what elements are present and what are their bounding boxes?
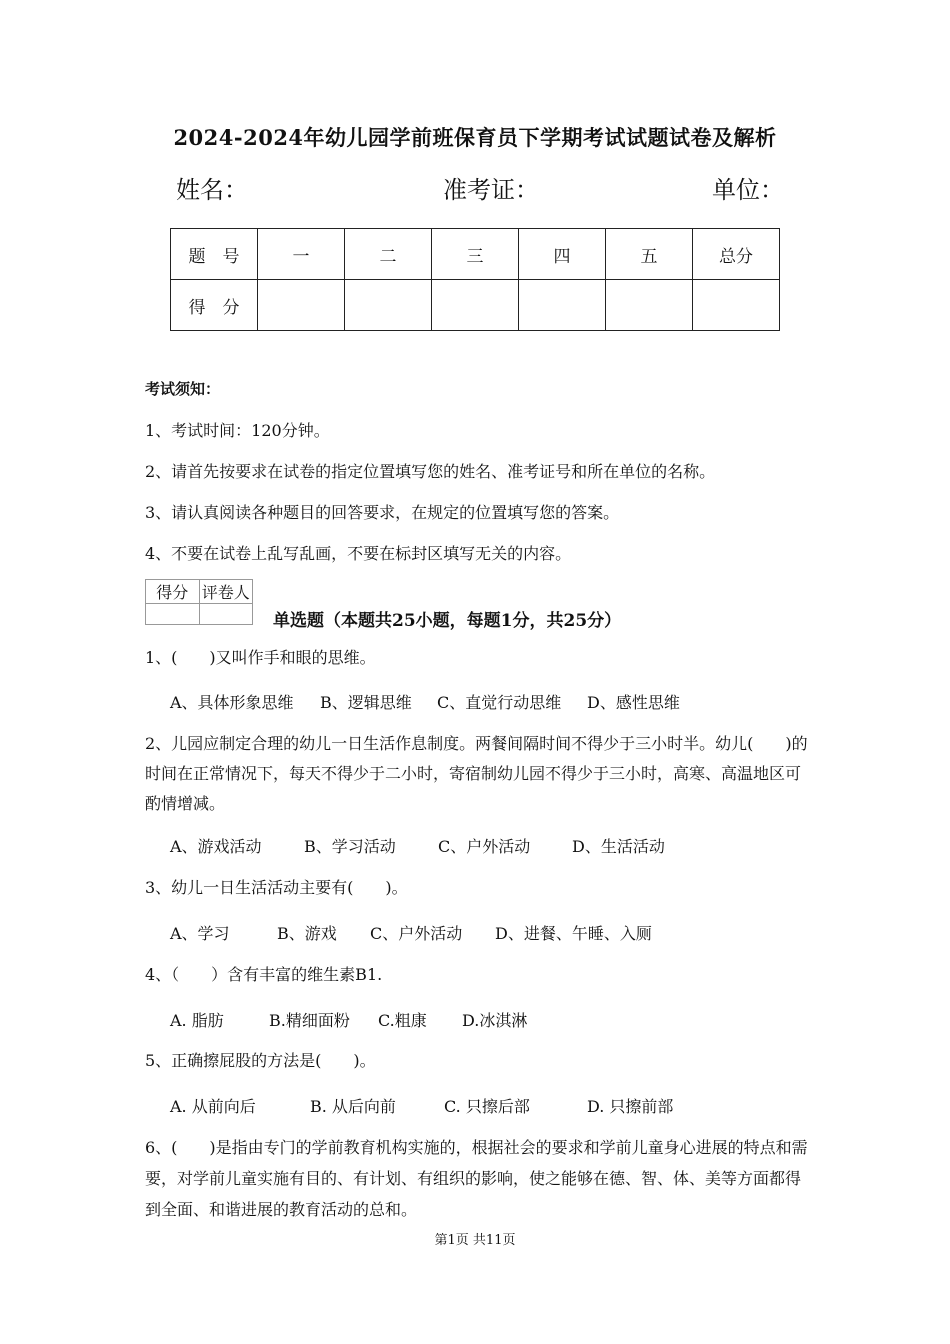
option[interactable]: A、具体形象思维: [170, 693, 294, 712]
notice-item: 3、请认真阅读各种题目的回答要求，在规定的位置填写您的答案。: [145, 503, 620, 522]
option[interactable]: D. 只擦前部: [587, 1097, 674, 1116]
score-cell-header: 题 号: [171, 229, 258, 280]
option[interactable]: C、户外活动: [370, 924, 463, 943]
score-row-label: 得 分: [171, 280, 258, 331]
question-4-options: [170, 1008, 527, 1031]
page-footer: 第1页 共11页: [434, 1233, 516, 1248]
notice-item: 4、不要在试卷上乱写乱画，不要在标封区填写无关的内容。: [145, 544, 572, 563]
notice-item: 2、请首先按要求在试卷的指定位置填写您的姓名、准考证号和所在单位的名称。: [145, 462, 716, 481]
option[interactable]: C. 只擦后部: [444, 1097, 530, 1116]
grader-score-cell[interactable]: [146, 604, 200, 625]
score-cell-header: 三: [432, 229, 519, 280]
score-cell-header: 二: [345, 229, 432, 280]
question-5-options: [170, 1094, 673, 1117]
grader-label: 评卷人: [199, 580, 253, 604]
score-entry-cell[interactable]: [345, 280, 432, 331]
option[interactable]: B、游戏: [277, 924, 337, 943]
grader-name-cell[interactable]: [199, 604, 253, 625]
score-entry-cell[interactable]: [519, 280, 606, 331]
option[interactable]: B、逻辑思维: [320, 693, 412, 712]
option[interactable]: D、感性思维: [587, 693, 680, 712]
option[interactable]: B、学习活动: [304, 837, 396, 856]
question-6: 6、( )是指由专门的学前教育机构实施的，根据社会的要求和学前儿童身心进展的特点和需要，对学前儿童实施有目的、有计划、有组织的影响，使之能够在德、智、体、美等方面都得到全面、和谐进展的教育活动的总和。: [145, 1138, 808, 1219]
question-3: 3、幼儿一日生活活动主要有( )。: [145, 878, 408, 897]
option[interactable]: D、生活活动: [572, 837, 665, 856]
score-entry-cell[interactable]: [606, 280, 693, 331]
question-5: 5、正确擦屁股的方法是( )。: [145, 1051, 376, 1070]
question-1-options: [170, 690, 680, 713]
option[interactable]: B.精细面粉: [269, 1011, 350, 1030]
score-entry-cell[interactable]: [432, 280, 519, 331]
score-table-score-row: [171, 280, 780, 331]
option[interactable]: C、户外活动: [438, 837, 531, 856]
question-1: 1、( )又叫作手和眼的思维。: [145, 648, 376, 667]
name-label: 姓名：: [176, 176, 248, 204]
unit-label: 单位：: [712, 176, 784, 204]
score-cell-header: 四: [519, 229, 606, 280]
option[interactable]: C.粗康: [378, 1011, 427, 1030]
option[interactable]: B. 从后向前: [310, 1097, 396, 1116]
option[interactable]: D.冰淇淋: [462, 1011, 528, 1030]
notice-heading: 考试须知：: [145, 380, 221, 398]
score-entry-cell[interactable]: [258, 280, 345, 331]
option[interactable]: A. 从前向后: [170, 1097, 256, 1116]
score-cell-header: 总分: [693, 229, 780, 280]
grader-score-label: 得分: [146, 580, 200, 604]
question-3-options: [170, 921, 652, 944]
grader-table: [145, 579, 253, 625]
exam-id-label: 准考证：: [443, 176, 539, 204]
option[interactable]: A、学习: [170, 924, 230, 943]
question-2: 2、儿园应制定合理的幼儿一日生活作息制度。两餐间隔时间不得少于三小时半。幼儿( )的时间在正常情况下，每天不得少于二小时，寄宿制幼儿园不得少于三小时，高寒、高温地区可酌情增减。: [145, 734, 808, 813]
question-4: 4、（ ）含有丰富的维生素B1.: [145, 965, 383, 984]
option[interactable]: A、游戏活动: [170, 837, 262, 856]
page-title: 2024-2024年幼儿园学前班保育员下学期考试试题试卷及解析: [173, 125, 777, 150]
score-entry-cell[interactable]: [693, 280, 780, 331]
option[interactable]: A. 脂肪: [170, 1011, 224, 1030]
question-2-options: [170, 834, 665, 857]
score-table: [170, 228, 780, 331]
option[interactable]: C、直觉行动思维: [437, 693, 562, 712]
section-title: 单选题（本题共25小题，每题1分，共25分）: [273, 611, 622, 631]
score-cell-header: 五: [606, 229, 693, 280]
score-table-header-row: [171, 229, 780, 280]
score-cell-header: 一: [258, 229, 345, 280]
notice-item: 1、考试时间：120分钟。: [145, 421, 330, 440]
option[interactable]: D、进餐、午睡、入厕: [495, 924, 652, 943]
